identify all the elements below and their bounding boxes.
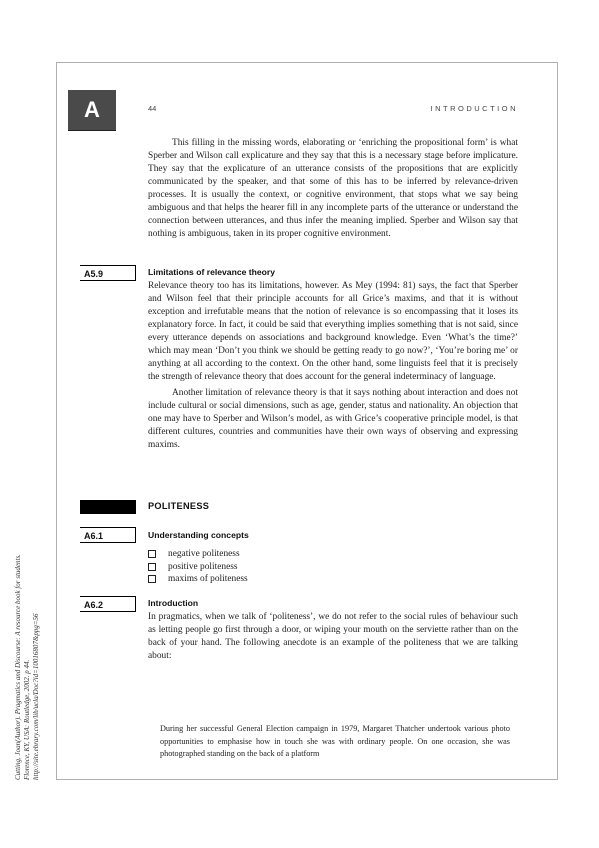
section-heading-limitations: Limitations of relevance theory	[148, 267, 276, 277]
checkbox-icon	[148, 550, 156, 558]
limitations-paragraph-1: Relevance theory too has its limitations, however. As Mey (1994: 81) says, the fact that Sperber and Wilson feel that their principle accounts for all Grice’s maxims, and that it is without exception and irrefutable means that the notion of relevance is so encompassing that it loses its explanatory force. In fact, it could be said that everything implies something that is not said, since every utterance depends on associations and background knowledge. Even ‘What’s the time?’ which may mean ‘Don’t you think we should be getting ready to go now?’, ‘You’re boring me’ or anything at all according to the context. On the other hand, some linguists feel that it is precisely the strength of relevance theory that does account for the general indeterminacy of language.	[148, 281, 518, 382]
section-tag-a59: A5.9	[80, 265, 136, 281]
checkbox-icon	[148, 563, 156, 571]
section-letter-box: A	[68, 90, 116, 131]
introduction-paragraph: In pragmatics, when we talk of ‘politeness’, we do not refer to the social rules of behaviour such as letting people go first through a door, or wiping your mouth on the serviette rather than on the back of your hand. The following anecdote is an example of the politeness that we are talking about:	[148, 612, 518, 661]
politeness-title: POLITENESS	[148, 501, 210, 511]
section-tag-a62: A6.2	[80, 596, 136, 612]
checkbox-icon	[148, 575, 156, 583]
intro-paragraph: This filling in the missing words, elaborating or ‘enriching the propositional form’ is what Sperber and Wilson call explicature and they say that this is a necessary stage before implicature. They say that the explicature of an utterance consists of the propositions that are explicitly communicated by the speaker, and that some of this has to be inferred by relevance-driven processes. It is usually the context, or cognitive environment, that stops what we say being ambiguous and that helps the hearer fill in any incomplete parts of the utterance or understand the connection between utterances, and thus infer the meaning implied. Sperber and Wilson say that nothing is ambiguous, taken in its proper cognitive environment.	[148, 138, 518, 239]
section-heading-understanding: Understanding concepts	[148, 530, 249, 540]
section-tag-a61: A6.1	[80, 527, 136, 543]
limitations-paragraph-2: Another limitation of relevance theory is that it says nothing about interaction and does not include cultural or social dimensions, such as age, gender, status and nationality. An objection that one may have to Sperber and Wilson’s model, as with Grice’s cooperative principle model, is that different cultures, countries and communities have their own ways of observing and expressing maxims.	[148, 388, 518, 450]
section-heading-introduction: Introduction	[148, 598, 199, 608]
list-item: maxims of politeness	[148, 573, 248, 586]
list-item: negative politeness	[148, 548, 248, 561]
politeness-black-bar	[80, 500, 136, 514]
side-citation: Cutting, Joan(Author). Pragmatics and Discourse: A resource book for students. Florence, KY, USA: Routledge, 2002. p 44. http://site.ebrary.com/lib/ucla/Doc?id=10016807&ppg=56	[14, 554, 40, 780]
list-item: positive politeness	[148, 561, 248, 574]
anecdote-quote: During her successful General Election campaign in 1979, Margaret Thatcher undertook various photo opportunities to emphasise how in touch she was with ordinary people. On one occasion, she was photographed standing on the back of a platform	[160, 724, 510, 759]
concepts-list	[148, 548, 248, 586]
page-number: 44	[148, 104, 157, 113]
running-head: INTRODUCTION	[430, 104, 518, 113]
